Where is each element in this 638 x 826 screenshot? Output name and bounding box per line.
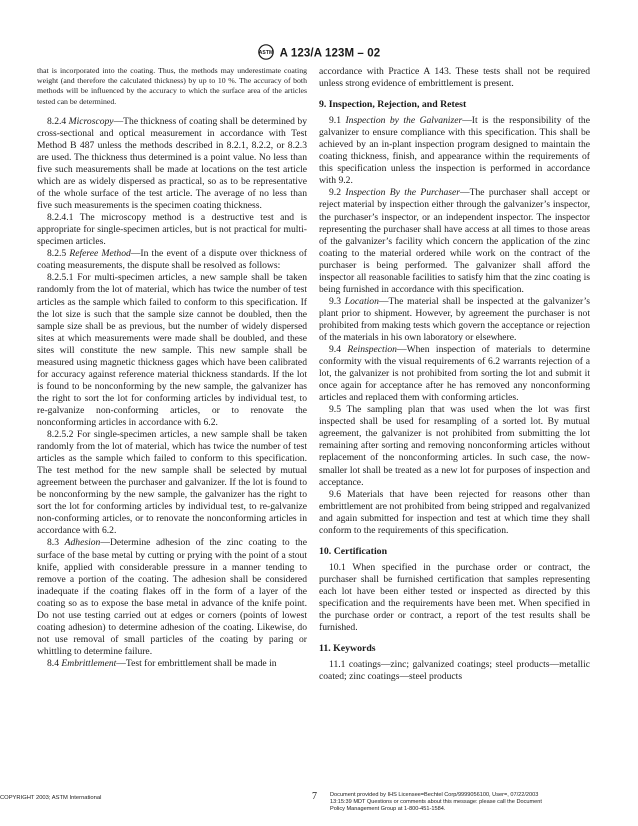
astm-logo-icon <box>258 44 274 63</box>
section-title: Inspection By the Purchaser <box>345 187 461 199</box>
section-title: Location <box>344 295 379 307</box>
section-8-2-4 <box>37 116 307 212</box>
section-title: Reinspection <box>347 344 397 356</box>
section-text: —The material shall be inspected at the galvanizer’s plant prior to shipment. However, by agreement the purchaser is not prohibited from making tests which govern the acceptance or rejection of the materials in his own laboratory or elsewhere. <box>319 295 590 343</box>
section-text: —Determine adhesion of the zinc coating to the surface of the base metal by cutting or prying with the point of a stout knife, applied with considerable pressure in a manner tending to remove a portion of the coating. The adhesion shall be considered inadequate if the coating flakes off in the form of a layer of the coating so as to expose the base metal in advance of the knife point. Do not use testing carried out at edges or corners (points of lowest coating adhesion) to determine adhesion of the coating. Likewise, do not use removal of small particles of the coating by paring or whittling to determine failure. <box>37 537 307 657</box>
section-title: Referee Method <box>69 248 131 260</box>
section-title: Microscopy <box>68 115 114 127</box>
section-number: 9.1 <box>329 115 341 127</box>
left-column <box>37 66 307 670</box>
section-9-6: 9.6 Materials that have been rejected for reasons other than embrittlement are not prohibited from being stripped and regalvanized and again submitted for inspection and test at which time they shall conform to the requirements of this specification. <box>319 488 590 536</box>
section-number: 8.4 <box>47 657 59 669</box>
section-number: 9.3 <box>329 295 341 307</box>
section-8-2-5-2: 8.2.5.2 For single-specimen articles, a new sample shall be taken randomly from the lot of material, which has twice the number of test articles as the sample which failed to conform to this specification. The test method for the new sample shall be selected by mutual agreement between the purchaser and galvanizer. If the lot is found to be nonconforming by the new sample, the galvanizer has the right to sort the lot for conforming articles by individual test, to re-galvanize non-conforming articles, or to renovate the nonconforming articles in accordance with 6.2. <box>37 429 307 537</box>
section-8-2-4-1: 8.2.4.1 The microscopy method is a destructive test and is appropriate for single-specimen articles, but is not practical for multi-specimen articles. <box>37 212 307 248</box>
section-11-1: 11.1 coatings—zinc; galvanized coatings; steel products—metallic coated; zinc coatings—steel products <box>319 659 590 683</box>
section-number: 8.2.5 <box>47 248 67 260</box>
continued-paragraph: accordance with Practice A 143. These tests shall not be required unless strong evidence of embrittlement is present. <box>319 66 590 90</box>
section-9-4 <box>319 344 590 404</box>
svg-text:ASTM: ASTM <box>258 50 274 57</box>
heading-certification: 10. Certification <box>319 545 388 557</box>
notice-line: Policy Management Group at 1-800-451-1584. <box>330 806 446 813</box>
page-header <box>0 44 638 63</box>
page-number: 7 <box>312 791 317 802</box>
document-designation: A 123/A 123M – 02 <box>279 47 381 60</box>
right-column <box>319 66 590 683</box>
heading-inspection: 9. Inspection, Rejection, and Retest <box>319 99 467 111</box>
section-number: 8.3 <box>47 537 59 549</box>
section-number: 8.2.4 <box>47 115 67 127</box>
copyright-text: COPYRIGHT 2003; ASTM International <box>0 795 102 801</box>
section-title: Embrittlement <box>61 657 117 669</box>
section-9-1 <box>319 115 590 187</box>
section-text: —In the event of a dispute over thickness of coating measurements, the dispute shall be resolved as follows: <box>37 248 307 272</box>
section-title: Adhesion <box>64 537 101 549</box>
section-text: —The thickness of coating shall be determined by cross-sectional and optical measurement in accordance with Test Method B 487 unless the methods described in 8.2.1, 8.2.2, or 8.2.3 are used. The thickness thus determined is a point value. No less than five such measurements shall be made at locations on the test article which are as widely dispersed as practical, so as to be representative of the whole surface of the test article. The average of no less than five such measurements is the specimen coating thickness. <box>37 115 307 212</box>
section-text: —It is the responsibility of the galvanizer to ensure compliance with this specification. This shall be achieved by an in-plant inspection program designed to maintain the coating thickness, finish, and appearance within the requirements of this specification unless the inspection is performed in accordance with 9.2. <box>319 115 590 187</box>
notice-line: 13:15:39 MDT Questions or comments about this message: please call the Document <box>330 799 542 806</box>
section-text: —When inspection of materials to determine conformity with the visual requirements of 6.2 warrants rejection of a lot, the galvanizer is not prohibited from sorting the lot and submit it once again for acceptance after he has removed any nonconforming articles and replaced them with conforming articles. <box>319 344 590 404</box>
section-10-1: 10.1 When specified in the purchase order or contract, the purchaser shall be furnished certification that samples representing each lot have been either tested or inspected as directed by this specification and the requirements have been met. When specified in the purchase order or contract, a report of the test results shall be furnished. <box>319 561 590 634</box>
section-text: —Test for embrittlement shall be made in <box>116 657 277 669</box>
section-9-5: 9.5 The sampling plan that was used when the lot was first inspected shall be used for resampling of a sorted lot. By mutual agreement, the galvanizer is not prohibited from submitting the lot remaining after sorting and removing nonconforming articles without replacement of the nonconforming articles. In such case, the now-smaller lot shall be treated as a new lot for purposes of inspection and acceptance. <box>319 404 590 488</box>
notice-line: Document provided by IHS Licensee=Bechtel Corp/9999056100, User=, 07/22/2003 <box>330 792 539 798</box>
section-9-2 <box>319 187 590 295</box>
intro-paragraph: that is incorporated into the coating. Thus, the methods may underestimate coating weight (and therefore the calculated thickness) by up to 10 %. The accuracy of both methods will be influenced by the accuracy to which the surface area of the articles tested can be determined. <box>37 66 307 106</box>
section-8-3 <box>37 537 307 657</box>
section-number: 9.4 <box>329 344 341 356</box>
section-9-3 <box>319 296 590 344</box>
section-8-2-5 <box>37 248 307 272</box>
section-8-2-5-1: 8.2.5.1 For multi-specimen articles, a new sample shall be taken randomly from the lot of material, which has twice the number of test articles as the sample which failed to conform to this specification. If the lot size is such that the sample size cannot be doubled, then the sample size shall be as previous, but the number of widely dispersed sites at which measurements were made shall be doubled, and these sites will constitute the new sample. This new sample shall be measured using magnetic thickness gages which have been calibrated for accuracy against reference material thickness standards. If the lot is found to be nonconforming by the new sample, the galvanizer has the right to sort the lot for conforming articles by individual test, to re-galvanize non-conforming articles, or to renovate the nonconforming articles in accordance with 6.2. <box>37 272 307 428</box>
license-notice <box>330 792 630 814</box>
section-text: —The purchaser shall accept or reject material by inspection either through the galvanizer’s inspector, the purchaser’s inspector, or an independent inspector. The inspector representing the purchaser shall have access at all times to those areas of the galvanizer’s facility which concern the application of the zinc coating to the material ordered while work on the contract of the purchaser is being performed. The galvanizer shall afford the inspector all reasonable facilities to satisfy him that the zinc coating is being furnished in accordance with this specification. <box>319 187 591 295</box>
section-title: Inspection by the Galvanizer <box>345 115 463 127</box>
section-8-4 <box>37 658 307 670</box>
section-number: 9.2 <box>329 187 341 199</box>
heading-keywords: 11. Keywords <box>319 643 376 655</box>
